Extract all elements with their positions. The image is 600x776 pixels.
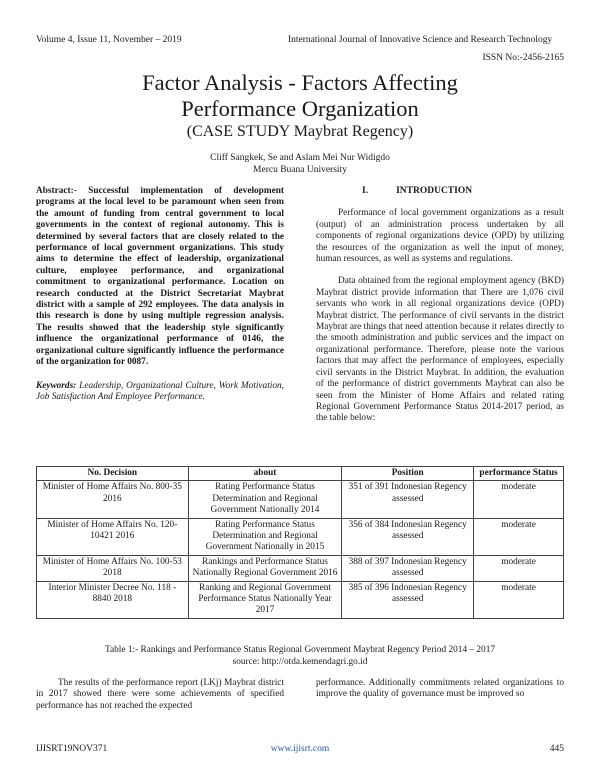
table-header-cell: Position [342,467,474,481]
abstract-label: Abstract:- [36,186,77,196]
table-row [37,518,564,555]
table-row [37,555,564,581]
paper-title-line2: Performance Organization [181,96,419,121]
intro-heading-num: I. [362,186,369,196]
table-cell: Minister of Home Affairs No. 800-35 2016 [37,481,189,518]
table-cell: Rankings and Performance Status Nationally Regional Government 2016 [188,555,342,581]
table-row [37,481,564,518]
table-cell: moderate [474,581,564,618]
table-cell: moderate [474,481,564,518]
table-row [37,581,564,618]
paper-subtitle: (CASE STUDY Maybrat Regency) [186,123,414,140]
footer-site-link[interactable]: www.ijisrt.com [270,744,330,754]
paper-authors: Cliff Sangkek, Se and Aslam Mei Nur Widigdo [210,153,390,163]
intro-heading [362,186,564,197]
intro-para-2: Data obtained from the regional employment agency (BKD) Maybrat district provide information that There are 1,076 civil servants who work in all regional organizations device (OPD) Maybrat district. The performance of civil servants in the district Maybrat are things that need attention because it relates directly to the smooth administration and public services and the impact on organizational performance. Therefore, please note the various factors that may affect the performance of employees, especially civil servants in the District Maybrat. In addition, the evaluation of the performance of district governments Maybrat can also be seen from the Minister of Home Affairs and related rating Regional Government Performance Status 2014-2017 period, as the table below: [316,276,564,424]
abstract-paragraph [36,186,284,369]
intro-block [316,186,564,425]
table-header-cell: about [188,467,342,481]
bottom-right-para: performance. Additionally commitments related organizations to improve the quality of governance must be improved so [316,678,564,700]
header-volume: Volume 4, Issue 11, November – 2019 [36,35,182,45]
paper-affiliation: Mercu Buana University [253,165,347,175]
performance-table [36,466,564,619]
header-journal: International Journal of Innovative Science and Research Technology [288,35,553,45]
table-cell: Ranking and Regional Government Performance Status Nationally Year 2017 [188,581,342,618]
header-issn: ISSN No:-2456-2165 [482,53,564,63]
table-header-cell: performance Status [474,467,564,481]
table-source: source: http://otda.kemendagri.go.id [232,657,368,667]
table-cell: 388 of 397 Indonesian Regency assessed [342,555,474,581]
keywords-paragraph [36,381,284,404]
intro-heading-text: INTRODUCTION [396,186,473,196]
abstract-text: Successful implementation of development programs at the local level to be paramount when seen from the amount of funding from central government to local governments in the context of regional autonomy. This is determined by several factors that are closely related to the performance of local government organizations. This study aims to determine the effect of leadership, organizational culture, employee performance, and organizational commitment to organizational performance. Location on research conducted at the District Secretariat Maybrat district with a sample of 292 employees. The data analysis in this research is done by using multiple regression analysis. The results showed that the leadership style significantly influence the organizational performance of 0146, the organizational culture significantly influence the performance of the organization for 0087. [36,186,284,368]
table-cell: Minister of Home Affairs No. 100-53 2018 [37,555,189,581]
intro-para-1: Performance of local government organizations as a result (output) of an administration process undertaken by all components of regional organizations device (OPD) by utilizing the resources of the organization as well the input of money, human resources, as well as systems and regulations. [316,208,564,265]
table-cell: moderate [474,555,564,581]
table-caption: Table 1:- Rankings and Performance Status Regional Government Maybrat Regency Period 2014 – 2017 [105,645,495,655]
table-cell: Rating Performance Status Determination and Regional Government Nationally 2014 [188,481,342,518]
bottom-left-para: The results of the performance report (LKj) Maybrat district in 2017 showed there were some achievements of specified performance has not reached the expected [36,678,284,711]
bottom-left-block [36,678,284,712]
keywords-label: Keywords: [36,380,77,391]
table-header-cell: No. Decision [37,467,189,481]
table-cell: Interior Minister Decree No. 118 - 8840 2018 [37,581,189,618]
table-cell: 351 of 391 Indonesian Regency assessed [342,481,474,518]
table-cell: moderate [474,518,564,555]
bottom-right-block [316,678,564,701]
keywords-text: Leadership, Organizational Culture, Work Motivation, Job Satisfaction And Employee Performance. [36,380,284,402]
table-cell: 385 of 396 Indonesian Regency assessed [342,581,474,618]
table-cell: 356 of 384 Indonesian Regency assessed [342,518,474,555]
paper-title-line1: Factor Analysis - Factors Affecting [142,70,458,95]
table-cell: Minister of Home Affairs No. 120-10421 2016 [37,518,189,555]
table-header-row [37,467,564,481]
footer-page-number: 445 [549,744,564,754]
footer-id: IJISRT19NOV371 [36,744,108,754]
table-cell: Rating Performance Status Determination and Regional Government Nationally in 2015 [188,518,342,555]
abstract-block [36,186,284,403]
